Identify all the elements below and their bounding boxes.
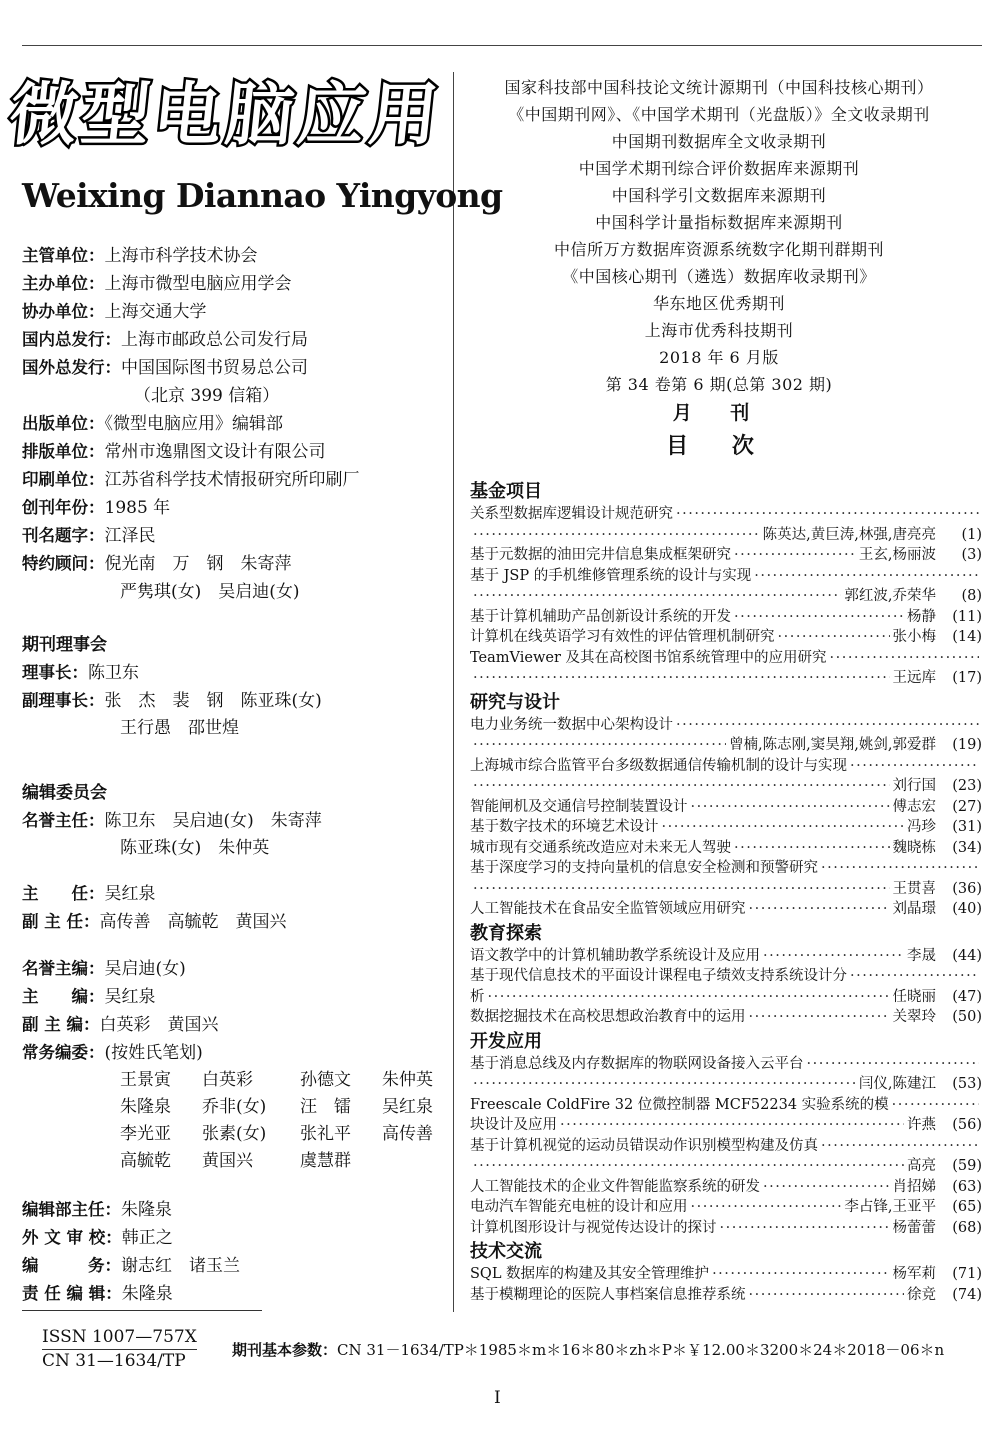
- leader-dots: [763, 1177, 890, 1198]
- toc-entry-title: 基于计算机辅助产品创新设计系统的开发: [470, 608, 731, 625]
- toc-entry[interactable]: [470, 1285, 982, 1306]
- info-row: （北京 399 信箱）: [134, 386, 280, 406]
- column-divider: [453, 72, 454, 1312]
- indexing-line: 中国科学引文数据库来源期刊: [611, 186, 827, 205]
- indexing-line: 上海市优秀科技期刊: [644, 321, 794, 340]
- toc-entry-title: 关系型数据库逻辑设计规范研究: [470, 506, 673, 522]
- toc-entry[interactable]: [470, 756, 982, 797]
- toc-entry-title: 智能闸机及交通信号控制装置设计: [470, 798, 688, 815]
- toc-entry[interactable]: [470, 858, 982, 899]
- info-row: 创刊年份：1985 年: [22, 498, 171, 518]
- leader-dots: [473, 735, 726, 756]
- toc-entry[interactable]: [470, 1197, 982, 1218]
- toc-entry-page: (65): [952, 1199, 982, 1215]
- toc-entry[interactable]: [470, 648, 982, 689]
- leader-dots: [749, 1007, 890, 1028]
- info-row: 特约顾问：倪光南 万 钢 朱寄萍: [22, 554, 292, 574]
- indexing-line: 中国学术期刊综合评价数据库来源期刊: [578, 159, 860, 178]
- indexing-line: 中国期刊数据库全文收录期刊: [611, 132, 827, 151]
- toc-entry[interactable]: [470, 946, 982, 967]
- toc-entry[interactable]: [470, 797, 982, 818]
- indexing-line: 《中国期刊网》、《中国学术期刊（光盘版）》全文收录期刊: [508, 105, 930, 124]
- toc-entry-title: 基于深度学习的支持向量机的信息安全检测和预警研究: [470, 860, 818, 876]
- leader-dots: [734, 607, 904, 628]
- toc-entry-authors: 李晟: [907, 947, 936, 964]
- toc-entry-page: (19): [952, 737, 982, 753]
- leader-dots: [691, 797, 890, 818]
- indexing-line: 中国科学计量指标数据库来源期刊: [595, 213, 843, 232]
- leader-dots: [560, 1115, 904, 1136]
- toc-entry-page: (34): [952, 839, 982, 856]
- board-section: 编辑委员会 名誉主任：陈卫东 吴启迪(女) 朱寄萍 陈亚珠(女) 朱仲英 主 任：吴红泉 副 主 任：高传善 高毓乾 黄国兴: [22, 780, 447, 936]
- leader-dots: [488, 987, 890, 1008]
- toc-entry-authors: 傅志宏: [892, 798, 936, 815]
- top-rule: [22, 45, 982, 46]
- toc-entry-title: TeamViewer 及其在高校图书馆系统管理中的应用研究: [470, 649, 827, 666]
- indexing-line: 华东地区优秀期刊: [652, 294, 785, 313]
- toc-entry-title: 上海城市综合监管平台多级数据通信传输机制的设计与实现: [470, 757, 847, 774]
- leader-dots: [778, 627, 890, 648]
- toc-entry[interactable]: [470, 966, 982, 1007]
- toc-entry-page: (59): [952, 1158, 982, 1174]
- toc-entry-page: (40): [952, 901, 982, 917]
- toc-entry-title: 人工智能技术在食品安全监管领域应用研究: [470, 901, 746, 917]
- toc-entry-title: 计算机图形设计与视觉传达设计的探讨: [470, 1219, 717, 1236]
- info-row: 主办单位：上海市微型电脑应用学会: [22, 274, 292, 294]
- member-grid: 王景寅 白英彩 孙德文 朱仲英 朱隆泉 乔非(女) 汪 镭 吴红泉 李光亚 张素(女) 张礼平 高传善 高毓乾 黄国兴 虞慧群: [120, 1070, 433, 1171]
- toc-entry[interactable]: [470, 566, 982, 607]
- council-heading: 期刊理事会: [22, 635, 107, 655]
- toc-category: 教育探索: [470, 922, 542, 944]
- journal-title-pinyin: Weixing Diannao Yingyong: [22, 176, 503, 215]
- leader-dots: [691, 1197, 842, 1218]
- toc-entry-authors: 徐竞: [907, 1286, 936, 1303]
- cn-number: CN 31—1634/TP: [42, 1351, 186, 1371]
- toc-entry-title: 基于元数据的油田完井信息集成框架研究: [470, 547, 731, 563]
- leader-dots: [473, 668, 890, 689]
- leader-dots: [473, 1156, 904, 1177]
- toc-entry-page: (50): [952, 1009, 982, 1025]
- leader-dots: [473, 1074, 856, 1095]
- leader-dots: [850, 756, 979, 777]
- toc-entry[interactable]: [470, 1136, 982, 1177]
- toc-entry[interactable]: [470, 1095, 982, 1136]
- toc-entry-authors: 肖招娣: [892, 1178, 936, 1195]
- toc-entry-page: (68): [952, 1219, 982, 1236]
- toc-entry-authors: 高亮: [907, 1158, 936, 1174]
- toc-entry-authors: 刘晶璟: [892, 901, 936, 917]
- toc-entry-page: (63): [952, 1178, 982, 1195]
- toc-entry-page: (31): [952, 819, 982, 835]
- toc-entry[interactable]: [470, 545, 982, 566]
- toc-entry-authors: 王玄,杨丽波: [858, 547, 936, 563]
- toc-category: 研究与设计: [470, 691, 560, 713]
- info-row: 严隽琪(女) 吴启迪(女): [120, 582, 300, 602]
- indexing-line: 国家科技部中国科技论文统计源期刊（中国科技核心期刊）: [504, 78, 934, 97]
- indexing-line: 中信所万方数据库资源系统数字化期刊群期刊: [553, 240, 884, 259]
- journal-logo: [5, 74, 446, 155]
- info-row: 出版单位：《微型电脑应用》编辑部: [22, 414, 283, 434]
- toc-entry-page: (53): [952, 1076, 982, 1092]
- info-row: 刊名题字：江泽民: [22, 526, 156, 546]
- info-row: 印刷单位：江苏省科学技术情报研究所印刷厂: [22, 470, 360, 490]
- toc-entry-page: (56): [952, 1117, 982, 1133]
- issn-block: [42, 1326, 197, 1372]
- toc-entry-authors: 刘行国: [892, 778, 936, 794]
- toc-category: 技术交流: [470, 1241, 542, 1262]
- leader-dots: [473, 586, 841, 607]
- leader-dots: [749, 899, 890, 920]
- leader-dots: [850, 966, 979, 987]
- page-number: Ⅰ: [494, 1388, 501, 1408]
- toc-entry-authors: 闫仪,陈建江: [858, 1076, 936, 1092]
- publisher-info: [22, 242, 447, 606]
- board-heading: 编辑委员会: [22, 783, 107, 803]
- leader-dots: [821, 1136, 979, 1157]
- toc-entry-title: Freescale ColdFire 32 位微控制器 MCF52234 实验系统的模: [470, 1096, 889, 1113]
- toc-entry-authors: 许燕: [907, 1117, 936, 1133]
- toc-entry-page: (71): [952, 1266, 982, 1282]
- council-section: 期刊理事会 理事长：陈卫东 副理事长：张 杰 裴 钢 陈亚珠(女) 王行愚 邵世煌: [22, 632, 447, 742]
- indexing-header: [458, 74, 980, 466]
- info-row: 主管单位：上海市科学技术协会: [22, 246, 258, 266]
- issue-date: 2018 年 6 月版: [659, 348, 779, 367]
- leader-dots: [473, 525, 760, 546]
- toc-entry-title: 析: [470, 988, 485, 1005]
- leader-dots: [749, 1285, 905, 1306]
- table-of-contents: [470, 478, 982, 1305]
- leader-dots: [720, 1218, 890, 1239]
- toc-entry-page: (11): [952, 608, 982, 625]
- toc-entry-authors: 张小梅: [892, 629, 936, 645]
- toc-entry-page: (47): [952, 988, 982, 1005]
- leader-dots: [807, 1054, 980, 1075]
- toc-entry-title: 基于数字技术的环境艺术设计: [470, 819, 659, 835]
- leader-dots: [676, 715, 979, 736]
- toc-entry-page: (74): [952, 1286, 982, 1303]
- editors-section: 名誉主编：吴启迪(女) 主 编：吴红泉 副 主 编：白英彩 黄国兴 常务编委：(按姓氏笔划) 王景寅 白英彩 孙德文 朱仲英 朱隆泉 乔非(女) 汪 镭 吴红泉 李光亚 张素(女) 张礼平 高传善 高毓乾 黄国兴 虞慧群: [22, 955, 447, 1175]
- leader-dots: [892, 1095, 979, 1116]
- toc-entry-page: (27): [952, 798, 982, 815]
- leader-dots: [821, 858, 979, 879]
- toc-entry[interactable]: [470, 817, 982, 838]
- toc-entry-page: (1): [961, 526, 982, 543]
- toc-entry[interactable]: [470, 1218, 982, 1239]
- toc-entry[interactable]: [470, 1177, 982, 1198]
- toc-entry-title: 数据挖掘技术在高校思想政治教育中的运用: [470, 1009, 746, 1025]
- info-row: 国内总发行：上海市邮政总公司发行局: [22, 330, 308, 350]
- indexing-line: 《中国核心期刊（遴选）数据库收录期刊》: [562, 267, 876, 286]
- toc-entry-title: 电力业务统一数据中心架构设计: [470, 716, 673, 733]
- toc-entry-title: 人工智能技术的企业文件智能监察系统的研发: [470, 1178, 760, 1195]
- toc-entry-page: (36): [952, 880, 982, 897]
- toc-entry-title: 基于计算机视觉的运动员错误动作识别模型构建及仿真: [470, 1137, 818, 1154]
- toc-entry-page: (3): [961, 547, 982, 563]
- contents-title: 目 次: [666, 434, 772, 459]
- toc-entry-authors: 郭红波,乔荣华: [844, 588, 936, 604]
- issn: ISSN 1007—757X: [42, 1326, 197, 1350]
- toc-entry-title: 计算机在线英语学习有效性的评估管理机制研究: [470, 629, 775, 645]
- journal-parameters: 期刊基本参数：CN 31－1634/TP＊1985＊m＊16＊80＊zh＊P＊￥12.00＊3200＊24＊2018－06＊n: [232, 1341, 945, 1359]
- toc-entry-authors: 李占锋,王亚平: [844, 1199, 936, 1215]
- leader-dots: [734, 838, 890, 859]
- toc-entry-authors: 冯珍: [907, 819, 936, 835]
- toc-entry-title: 语文教学中的计算机辅助教学系统设计及应用: [470, 947, 760, 964]
- toc-entry[interactable]: [470, 627, 982, 648]
- toc-entry-title: 基于 JSP 的手机维修管理系统的设计与实现: [470, 567, 752, 584]
- info-row: 国外总发行：中国国际图书贸易总公司: [22, 358, 308, 378]
- leader-dots: [734, 545, 856, 566]
- leader-dots: [662, 817, 905, 838]
- toc-category: 基金项目: [470, 481, 542, 502]
- leader-dots: [473, 776, 890, 797]
- toc-entry[interactable]: [470, 715, 982, 756]
- toc-entry[interactable]: [470, 1007, 982, 1028]
- toc-entry-title: 基于消息总线及内存数据库的物联网设备接入云平台: [470, 1055, 804, 1072]
- toc-entry-page: (44): [952, 947, 982, 964]
- left-bottom-rule: [22, 1310, 262, 1311]
- staff-section: 编辑部主任：朱隆泉 外 文 审 校：韩正之 编 务：谢志红 诸玉兰 责 任 编 辑：朱隆泉: [22, 1200, 240, 1304]
- toc-entry-title: 基于模糊理论的医院人事档案信息推荐系统: [470, 1286, 746, 1303]
- toc-category: 开发应用: [470, 1030, 542, 1052]
- volume-issue: 第 34 卷第 6 期(总第 302 期): [605, 375, 833, 394]
- toc-entry[interactable]: [470, 504, 982, 545]
- toc-entry-title: 基于现代信息技术的平面设计课程电子绩效支持系统设计分: [470, 968, 847, 984]
- leader-dots: [676, 504, 979, 525]
- toc-entry-authors: 任晓丽: [892, 988, 936, 1005]
- toc-entry-authors: 杨静: [907, 608, 936, 625]
- leader-dots: [830, 648, 980, 669]
- leader-dots: [754, 566, 979, 587]
- toc-entry-authors: 王远库: [892, 670, 936, 686]
- toc-entry-title: 电动汽车智能充电桩的设计和应用: [470, 1199, 688, 1215]
- toc-entry-title: 城市现有交通系统改造应对未来无人驾驶: [470, 839, 731, 856]
- toc-entry-authors: 曾楠,陈志刚,窦昊翔,姚剑,郭爱群: [729, 737, 936, 753]
- toc-entry-page: (17): [952, 670, 982, 686]
- journal-title-cn: 微型电脑应用: [5, 76, 446, 155]
- toc-entry[interactable]: [470, 899, 982, 920]
- monthly-label: 月 刊: [672, 402, 766, 424]
- toc-entry-authors: 陈英达,黄巨涛,林强,唐亮亮: [762, 526, 936, 543]
- toc-entry-title: SQL 数据库的构建及其安全管理维护: [470, 1266, 710, 1282]
- toc-entry[interactable]: [470, 1264, 982, 1285]
- leader-dots: [473, 879, 890, 900]
- leader-dots: [763, 946, 904, 967]
- toc-entry[interactable]: [470, 1054, 982, 1095]
- toc-entry-title: 块设计及应用: [470, 1117, 557, 1133]
- toc-entry[interactable]: [470, 607, 982, 628]
- toc-entry-authors: 杨蕾蕾: [892, 1219, 936, 1236]
- toc-entry-page: (23): [952, 778, 982, 794]
- toc-entry-authors: 关翠玲: [892, 1009, 936, 1025]
- toc-entry-authors: 王贯喜: [892, 880, 936, 897]
- leader-dots: [712, 1264, 889, 1285]
- info-row: 协办单位：上海交通大学: [22, 302, 207, 322]
- info-row: 排版单位：常州市逸鼎图文设计有限公司: [22, 442, 326, 462]
- toc-entry[interactable]: [470, 838, 982, 859]
- toc-entry-authors: 杨军莉: [892, 1266, 936, 1282]
- toc-entry-page: (14): [952, 629, 982, 645]
- toc-entry-page: (8): [961, 588, 982, 604]
- toc-entry-authors: 魏晓栋: [892, 839, 936, 856]
